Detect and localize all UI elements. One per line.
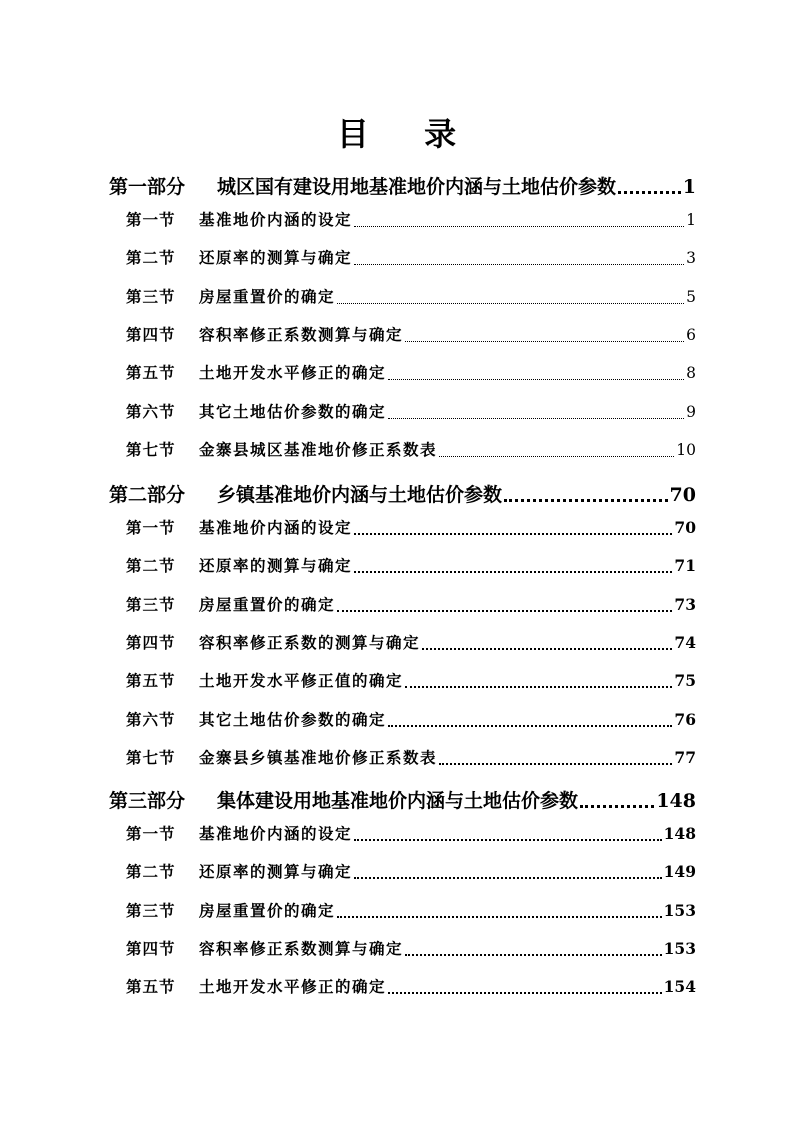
page-number: 5 — [686, 288, 696, 306]
dot-leader — [337, 593, 672, 619]
page-number: 70 — [669, 484, 696, 506]
page-number: 1 — [682, 176, 696, 198]
section-title: 还原率的测算与确定 — [199, 248, 353, 267]
page-number: 10 — [676, 441, 696, 459]
page-number: 9 — [686, 403, 696, 421]
section-title: 容积率修正系数测算与确定 — [199, 325, 404, 344]
page-number: 74 — [674, 633, 696, 652]
dot-leader — [337, 285, 684, 311]
section-title: 基准地价内涵的设定 — [199, 210, 353, 229]
toc-section-entry[interactable] — [126, 937, 696, 963]
dot-leader — [405, 937, 662, 963]
dot-leader — [580, 786, 654, 816]
dot-leader — [388, 975, 662, 1001]
toc-section-entry[interactable] — [126, 554, 696, 580]
section-number: 第一节 — [126, 518, 176, 537]
toc-section-entry[interactable] — [126, 899, 696, 925]
toc-part-entry[interactable] — [109, 480, 696, 510]
toc-section-entry[interactable] — [126, 323, 696, 349]
toc-section-entry[interactable] — [126, 246, 696, 272]
page-number: 148 — [656, 790, 696, 812]
dot-leader — [354, 554, 672, 580]
page-number: 71 — [674, 556, 696, 575]
part-title: 城区国有建设用地基准地价内涵与土地估价参数 — [217, 176, 617, 198]
dot-leader — [439, 746, 672, 772]
section-title: 土地开发水平修正值的确定 — [199, 671, 404, 690]
page-number: 149 — [663, 862, 696, 881]
page-number: 75 — [674, 671, 696, 690]
dot-leader — [388, 361, 684, 387]
toc-section-entry[interactable] — [126, 285, 696, 311]
dot-leader — [422, 631, 672, 657]
section-number: 第一节 — [126, 210, 176, 229]
dot-leader — [439, 438, 674, 464]
section-number: 第二节 — [126, 248, 176, 267]
part-title: 集体建设用地基准地价内涵与土地估价参数 — [217, 790, 579, 812]
section-number: 第七节 — [126, 748, 176, 767]
dot-leader — [354, 860, 662, 886]
toc-section-entry[interactable] — [126, 400, 696, 426]
page-title: 目 录 — [336, 115, 479, 153]
section-title: 土地开发水平修正的确定 — [199, 977, 387, 996]
toc-section-entry[interactable] — [126, 631, 696, 657]
section-title: 容积率修正系数测算与确定 — [199, 939, 404, 958]
toc-section-entry[interactable] — [126, 516, 696, 542]
section-number: 第四节 — [126, 939, 176, 958]
section-title: 房屋重置价的确定 — [199, 595, 336, 614]
page-number: 77 — [674, 748, 696, 767]
section-number: 第五节 — [126, 977, 176, 996]
section-title: 房屋重置价的确定 — [199, 901, 336, 920]
section-number: 第三节 — [126, 901, 176, 920]
page-number: 70 — [674, 518, 696, 537]
part-number: 第三部分 — [109, 790, 186, 812]
page-number: 148 — [663, 824, 696, 843]
page-number: 8 — [686, 364, 696, 382]
page-number: 154 — [663, 977, 696, 996]
section-title: 金寨县城区基准地价修正系数表 — [199, 440, 438, 459]
section-number: 第三节 — [126, 287, 176, 306]
section-number: 第五节 — [126, 671, 176, 690]
part-title: 乡镇基准地价内涵与土地估价参数 — [217, 484, 503, 506]
section-number: 第一节 — [126, 824, 176, 843]
toc-section-entry[interactable] — [126, 438, 696, 464]
toc-section-entry[interactable] — [126, 746, 696, 772]
dot-leader — [354, 208, 684, 234]
section-number: 第六节 — [126, 710, 176, 729]
section-number: 第六节 — [126, 402, 176, 421]
page-number: 153 — [663, 901, 696, 920]
toc-section-entry[interactable] — [126, 208, 696, 234]
toc-section-entry[interactable] — [126, 708, 696, 734]
dot-leader — [388, 708, 672, 734]
section-title: 其它土地估价参数的确定 — [199, 402, 387, 421]
page-number: 6 — [686, 326, 696, 344]
dot-leader — [354, 246, 684, 272]
page-number: 76 — [674, 710, 696, 729]
toc-part-entry[interactable] — [109, 786, 696, 816]
toc-part-entry[interactable] — [109, 172, 696, 202]
toc-section-entry[interactable] — [126, 361, 696, 387]
section-title: 其它土地估价参数的确定 — [199, 710, 387, 729]
part-number: 第二部分 — [109, 484, 186, 506]
section-number: 第二节 — [126, 556, 176, 575]
section-number: 第七节 — [126, 440, 176, 459]
section-number: 第二节 — [126, 862, 176, 881]
dot-leader — [618, 172, 681, 202]
section-number: 第三节 — [126, 595, 176, 614]
page-number: 1 — [686, 211, 696, 229]
dot-leader — [504, 480, 668, 510]
page-number: 73 — [674, 595, 696, 614]
toc-section-entry[interactable] — [126, 860, 696, 886]
section-title: 房屋重置价的确定 — [199, 287, 336, 306]
section-title: 还原率的测算与确定 — [199, 556, 353, 575]
section-number: 第四节 — [126, 325, 176, 344]
section-title: 基准地价内涵的设定 — [199, 824, 353, 843]
dot-leader — [354, 516, 672, 542]
dot-leader — [405, 669, 672, 695]
page-number: 3 — [686, 249, 696, 267]
section-title: 金寨县乡镇基准地价修正系数表 — [199, 748, 438, 767]
toc-section-entry[interactable] — [126, 975, 696, 1001]
dot-leader — [405, 323, 684, 349]
dot-leader — [388, 400, 684, 426]
page-number: 153 — [663, 939, 696, 958]
section-title: 基准地价内涵的设定 — [199, 518, 353, 537]
toc-section-entry[interactable] — [126, 822, 696, 848]
toc-section-entry[interactable] — [126, 593, 696, 619]
section-number: 第四节 — [126, 633, 176, 652]
part-number: 第一部分 — [109, 176, 186, 198]
dot-leader — [337, 899, 662, 925]
section-title: 还原率的测算与确定 — [199, 862, 353, 881]
dot-leader — [354, 822, 662, 848]
toc-section-entry[interactable] — [126, 669, 696, 695]
section-number: 第五节 — [126, 363, 176, 382]
section-title: 土地开发水平修正的确定 — [199, 363, 387, 382]
section-title: 容积率修正系数的测算与确定 — [199, 633, 421, 652]
